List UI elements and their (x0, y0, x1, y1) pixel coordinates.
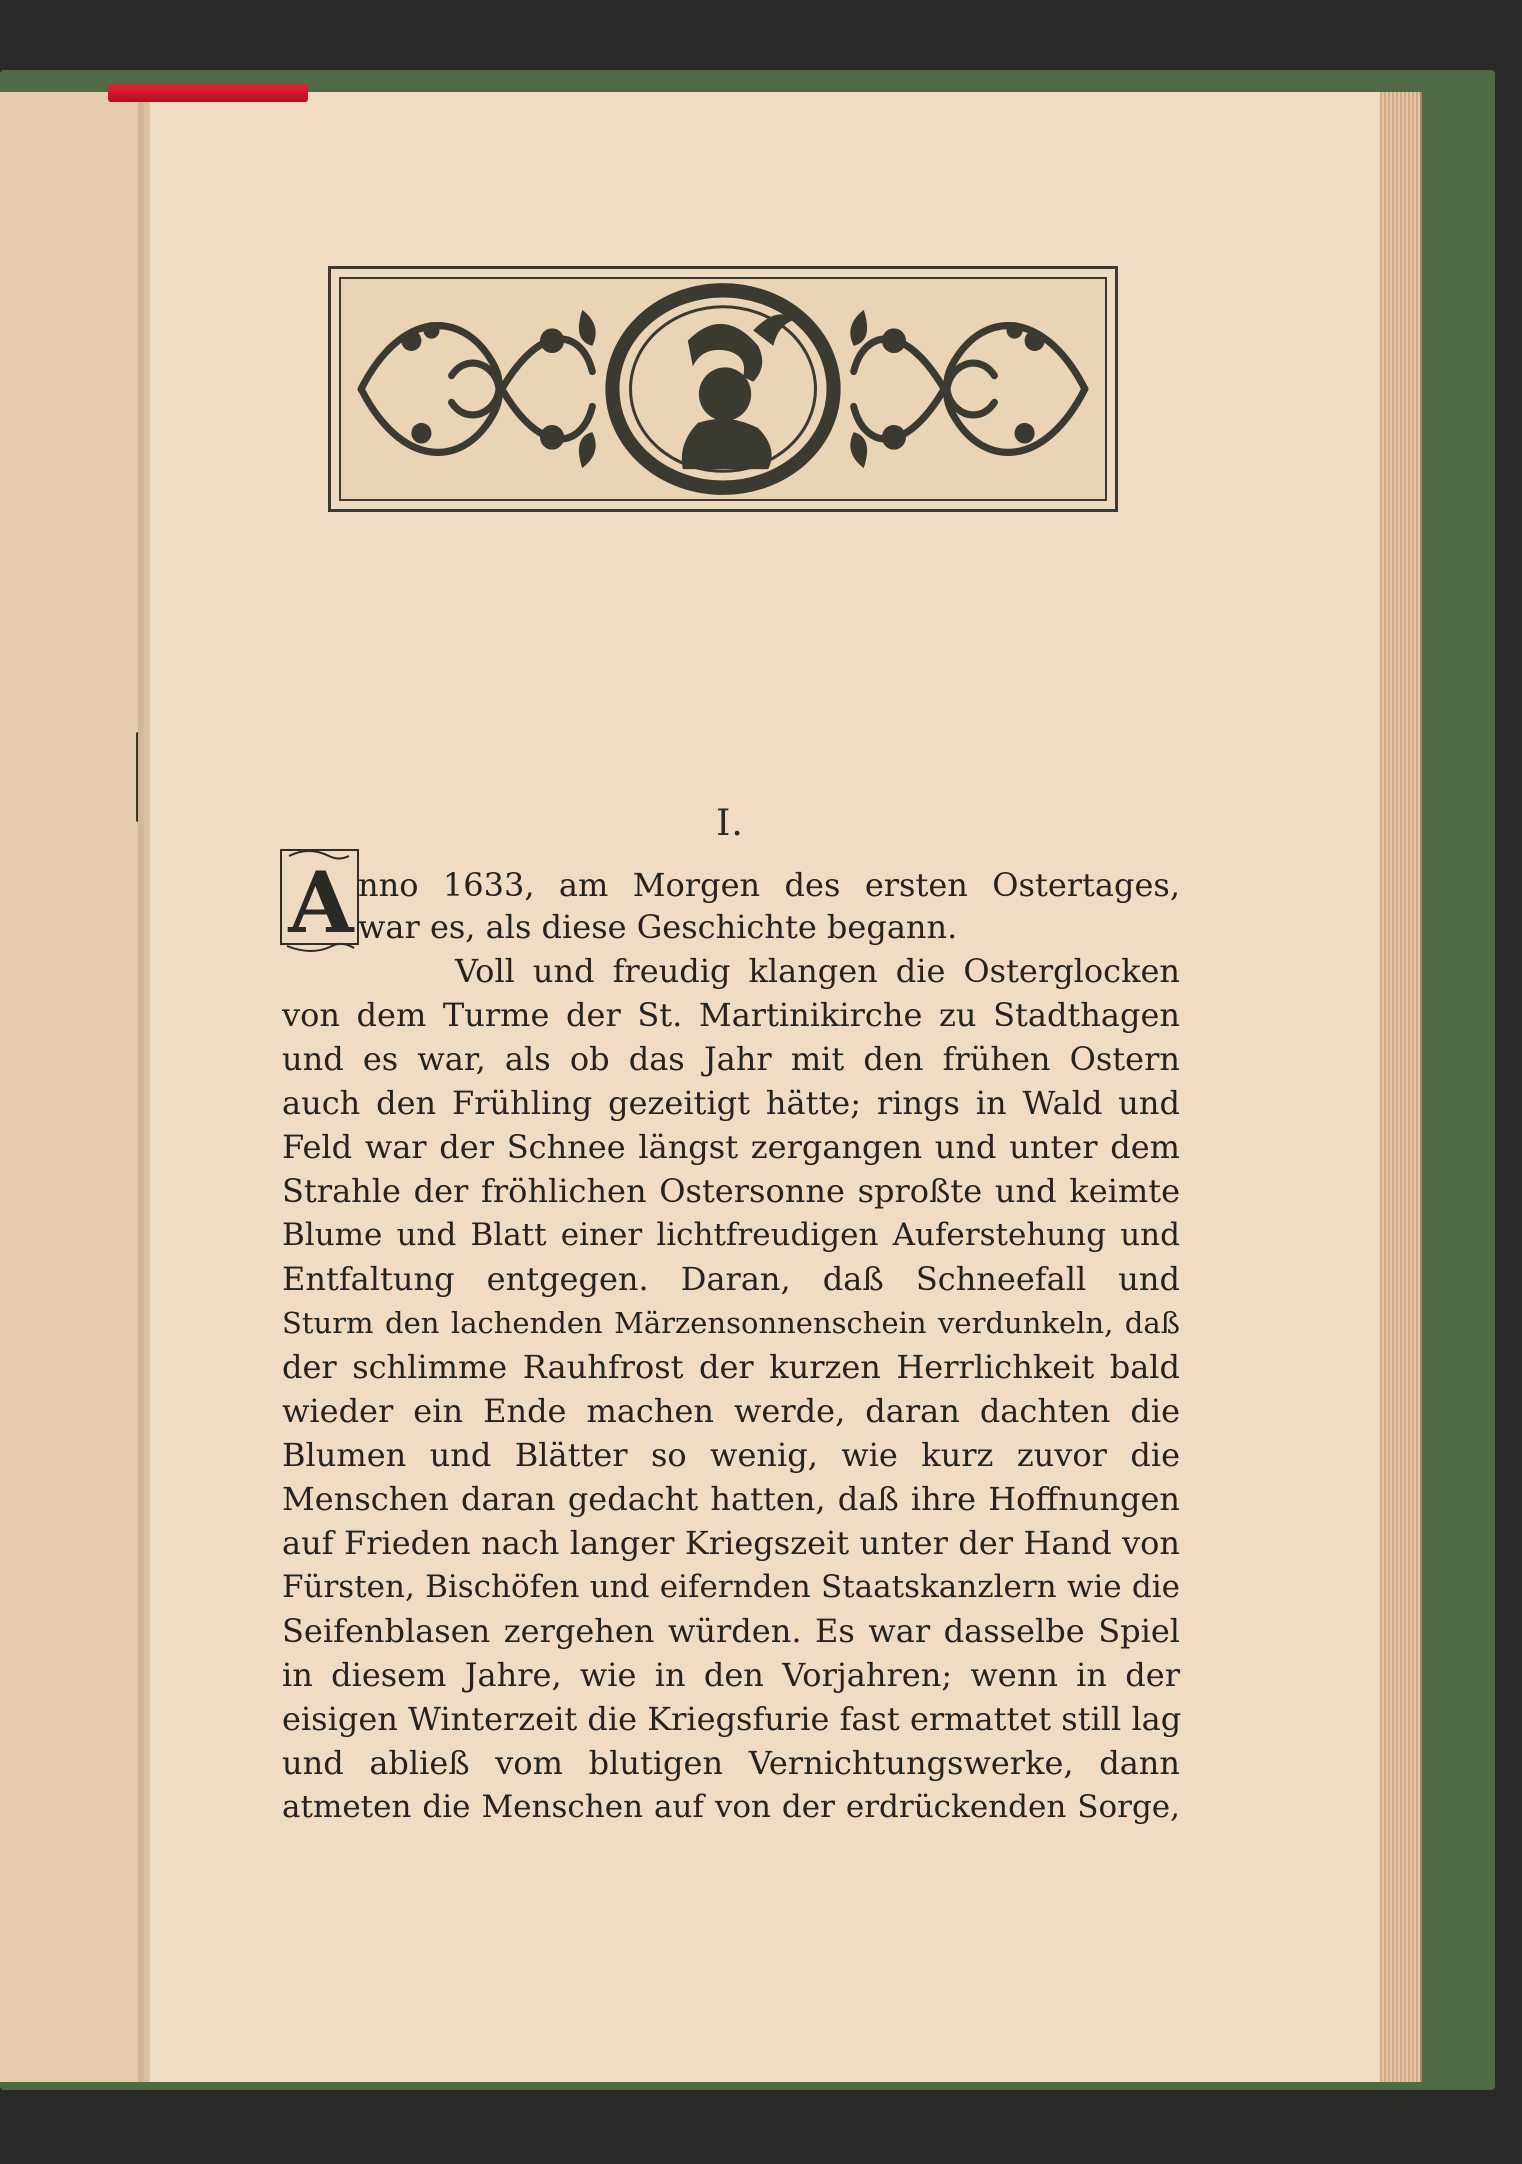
text-line: atmeten die Menschen auf von der erdrückenden Sorge, (282, 1789, 1180, 1825)
bookmark-ribbon (108, 84, 308, 102)
text-line: Voll und freudig klangen die Osterglocken (455, 952, 1180, 990)
text-line: nno 1633, am Morgen des ersten Ostertages, (358, 866, 1180, 904)
chapter-number: I. (716, 803, 744, 844)
text-line: der schlimme Rauhfrost der kurzen Herrlichkeit bald (282, 1348, 1180, 1386)
text-line: wieder ein Ende machen werde, daran dachten die (282, 1392, 1180, 1430)
initial-letter-text: A (288, 853, 354, 952)
text-line: Sturm den lachenden Märzensonnenschein verdunkeln, daß (282, 1306, 1180, 1340)
text-line: war es, als diese Geschichte begann. (358, 908, 958, 946)
text-line: Seifenblasen zergehen würden. Es war dasselbe Spiel (282, 1612, 1180, 1650)
text-line: und es war, als ob das Jahr mit den frühen Ostern (282, 1040, 1180, 1078)
text-line: Feld war der Schnee längst zergangen und unter dem (282, 1128, 1180, 1166)
initial-letter-icon (277, 846, 362, 954)
text-line: eisigen Winterzeit die Kriegsfurie fast ermattet still lag (282, 1700, 1182, 1738)
text-line: Fürsten, Bischöfen und eifernden Staatskanzlern wie die (282, 1569, 1180, 1605)
text-line: Strahle der fröhlichen Ostersonne sproßte und keimte (282, 1172, 1180, 1210)
ornamental-headpiece (328, 266, 1118, 512)
left-page (0, 92, 150, 2082)
text-line: in diesem Jahre, wie in den Vorjahren; wenn in der (282, 1656, 1180, 1694)
page-edges (1380, 92, 1422, 2082)
text-line: von dem Turme der St. Martinikirche zu Stadthagen (282, 996, 1180, 1034)
text-line: und abließ vom blutigen Vernichtungswerke, dann (282, 1744, 1180, 1782)
drop-cap-initial (277, 846, 362, 954)
ornament-icon (341, 279, 1105, 499)
text-line: Blumen und Blätter so wenig, wie kurz zuvor die (282, 1436, 1180, 1474)
text-line: Entfaltung entgegen. Daran, daß Schneefall und (282, 1260, 1180, 1298)
text-line: Menschen daran gedacht hatten, daß ihre Hoffnungen (282, 1480, 1180, 1518)
text-line: Blume und Blatt einer lichtfreudigen Auferstehung und (282, 1217, 1180, 1253)
text-line: auch den Frühling gezeitigt hätte; rings in Wald und (282, 1084, 1180, 1122)
text-line: auf Frieden nach langer Kriegszeit unter der Hand von (282, 1524, 1180, 1562)
